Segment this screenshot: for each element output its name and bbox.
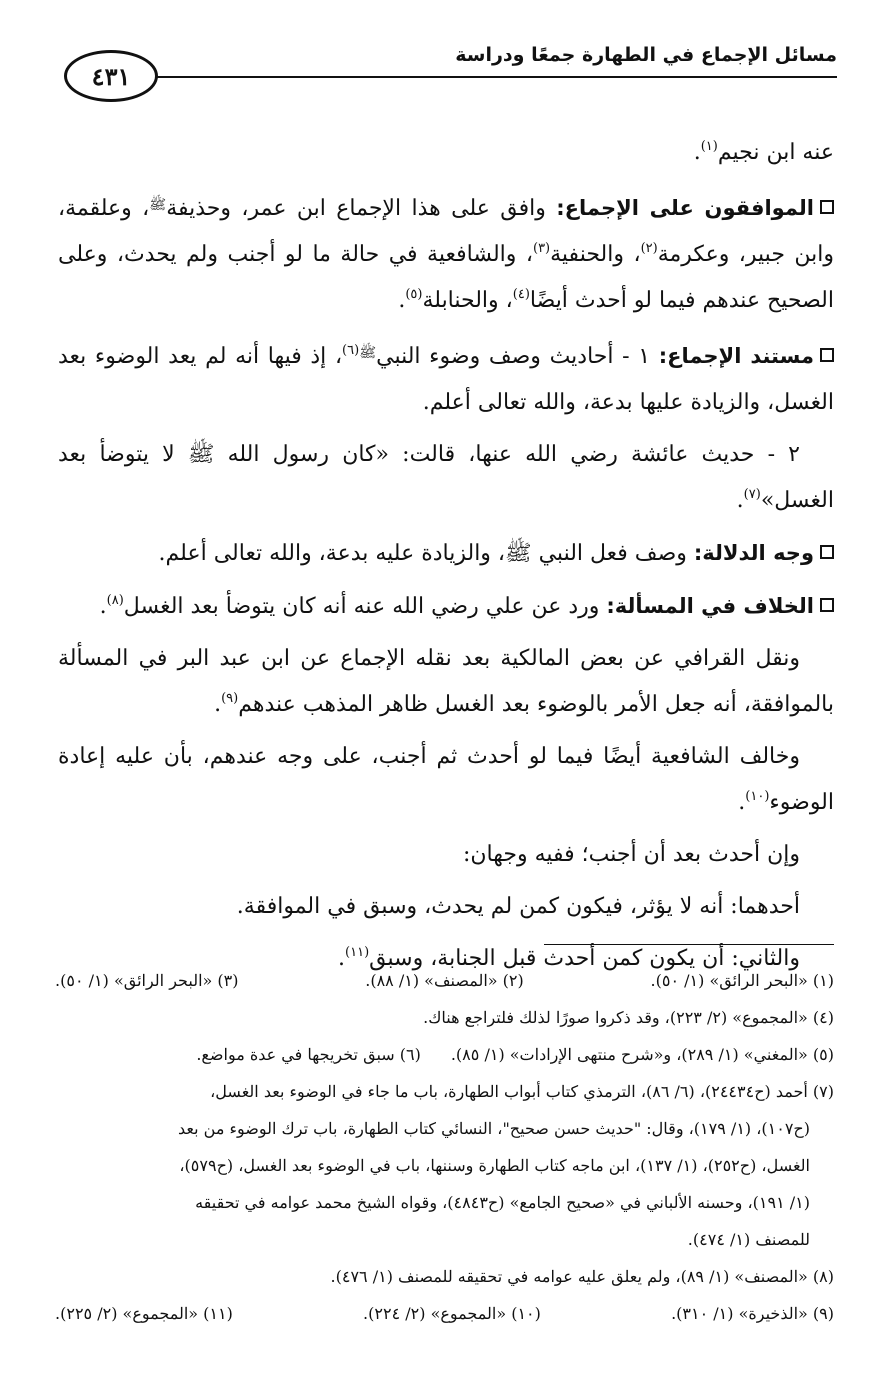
text: ، والحنفية	[550, 242, 641, 267]
paragraph-basis	[58, 330, 834, 426]
text: وصف فعل النبي ﷺ، والزيادة عليه بدعة، والله تعالى أعلم.	[158, 541, 687, 566]
text: .	[693, 140, 701, 165]
footnote-ref: (٧)	[743, 487, 761, 502]
text: ٢ - حديث عائشة رضي الله عنها، قالت: «كان رسول الله ﷺ لا يتوضأ بعد الغسل»	[58, 442, 834, 513]
footnote-ref: (٩)	[221, 691, 239, 706]
footnote-ref: (٤)	[512, 287, 530, 302]
square-bullet-icon	[820, 545, 834, 559]
footnote-row	[55, 962, 834, 999]
footnotes	[55, 962, 834, 1332]
text: .	[214, 692, 222, 717]
section-lead: الخلاف في المسألة:	[606, 594, 814, 618]
footnote: (٨) «المصنف» (١/ ٨٩)، ولم يعلق عليه عوامه في تحقيقه للمصنف (١/ ٤٧٦).	[330, 1267, 834, 1286]
paragraph-hadith	[58, 432, 834, 524]
text: .	[738, 790, 746, 815]
text: ورد عن علي رضي الله عنه أنه كان يتوضأ بعد الغسل	[123, 594, 600, 619]
paragraph-agreers	[58, 182, 834, 324]
text: .	[338, 946, 346, 971]
footnote-ref: (٢)	[640, 241, 658, 256]
footnote-ref: (٣)	[532, 241, 551, 256]
text: .	[99, 594, 107, 619]
main-text	[58, 130, 834, 988]
footnote-ref: (١١)	[345, 945, 370, 960]
honorific: ﷺ	[149, 197, 167, 213]
text: وافق على هذا الإجماع ابن عمر، وحذيفة	[166, 196, 546, 221]
text: ، وعلقمة، وابن جبير، وعكرمة	[58, 196, 835, 267]
footnote: (٥) «المغني» (١/ ٢٨٩)، و«شرح منتهى الإرادات» (١/ ٨٥).	[450, 1045, 834, 1064]
text: عنه ابن نجيم	[717, 140, 834, 165]
running-title: مسائل الإجماع في الطهارة جمعًا ودراسة	[455, 44, 837, 66]
text: ، والشافعية في حالة ما لو أجنب ولم يحدث، وعلى الصحيح عندهم فيما لو أحدث أيضًا	[58, 242, 834, 313]
footnote-continued: للمصنف (١/ ٤٧٤).	[687, 1230, 810, 1249]
footnote-continued: (١/ ١٩١)، وحسنه الألباني في «صحيح الجامع» (ح٤٨٤٣)، وقواه الشيخ محمد عوامه في تحقيقه	[195, 1193, 810, 1212]
text: وإن أحدث بعد أن أجنب؛ ففيه وجهان:	[462, 842, 800, 867]
text: والثاني: أن يكون كمن أحدث قبل الجنابة، وسبق	[369, 946, 800, 971]
text: .	[398, 288, 406, 313]
footnote: (١١) «المجموع» (٢/ ٢٢٥).	[55, 1304, 233, 1323]
text: ، إذ فيها أنه لم يعد الوضوء بعد الغسل، والزيادة عليها بدعة، والله تعالى أعلم.	[58, 344, 834, 415]
section-lead: الموافقون على الإجماع:	[556, 196, 815, 220]
footnote: (٤) «المجموع» (٢/ ٢٢٣)، وقد ذكروا صورًا لذلك فلتراجع هناك.	[423, 1008, 834, 1027]
footnote-ref: (١)	[700, 139, 718, 154]
square-bullet-icon	[820, 598, 834, 612]
footnote-rule	[544, 944, 834, 945]
footnote-row	[55, 1295, 834, 1332]
text: ونقل القرافي عن بعض المالكية بعد نقله الإجماع عن ابن عبد البر في المسألة بالموافقة، أنه جعل الأمر بالوضوء بعد الغسل ظاهر المذهب عندهم	[58, 646, 834, 717]
text: وخالف الشافعية أيضًا فيما لو أحدث ثم أجنب، على وجه عندهم، بأن عليه إعادة الوضوء	[58, 744, 834, 815]
page-number: ٤٣١	[64, 50, 158, 102]
square-bullet-icon	[820, 200, 834, 214]
paragraph-1	[58, 130, 834, 176]
paragraph-shafii	[58, 734, 834, 826]
paragraph-qarafi	[58, 636, 834, 728]
footnote-ref: (٦)	[342, 343, 360, 358]
text: أحدهما: أنه لا يؤثر، فيكون كمن لم يحدث، وسبق في الموافقة.	[236, 894, 800, 919]
header-rule	[150, 76, 837, 78]
paragraph-dispute	[58, 583, 834, 630]
footnote-continued: الغسل، (ح٢٥٢)، (١/ ١٣٧)، ابن ماجه كتاب الطهارة وسننها، باب في الوضوء بعد الغسل، (ح٥٧٩)،	[179, 1156, 810, 1175]
footnote: (٩) «الذخيرة» (١/ ٣١٠).	[671, 1304, 834, 1323]
section-lead: مستند الإجماع:	[658, 344, 815, 368]
footnote-ref: (٨)	[106, 593, 124, 608]
text: ، والحنابلة	[422, 288, 513, 313]
footnote: (٦) سبق تخريجها في عدة مواضع.	[196, 1045, 421, 1064]
paragraph-first-view	[58, 884, 834, 930]
text: ١ - أحاديث وصف وضوء النبي	[376, 344, 651, 369]
paragraph-two-views	[58, 832, 834, 878]
section-lead: وجه الدلالة:	[693, 541, 814, 565]
footnote: (٧) أحمد (ح٢٤٤٣٤)، (٦/ ٨٦)، الترمذي كتاب أبواب الطهارة، باب ما جاء في الوضوء بعد الغسل،	[210, 1082, 834, 1101]
footnote: (٣) «البحر الرائق» (١/ ٥٠).	[55, 971, 239, 990]
footnote-ref: (٥)	[405, 287, 423, 302]
square-bullet-icon	[820, 348, 834, 362]
footnote: (٢) «المصنف» (١/ ٨٨).	[365, 971, 524, 990]
footnote-continued: (ح١٠٧)، (١/ ١٧٩)، وقال: "حديث حسن صحيح"، النسائي كتاب الطهارة، باب ترك الوضوء من بعد	[178, 1119, 810, 1138]
footnote: (١) «البحر الرائق» (١/ ٥٠).	[650, 971, 834, 990]
paragraph-evidence	[58, 530, 834, 577]
honorific: ﷺ	[359, 345, 377, 361]
text: .	[736, 488, 744, 513]
footnote-row	[55, 1036, 834, 1073]
footnote: (١٠) «المجموع» (٢/ ٢٢٤).	[363, 1304, 541, 1323]
footnote-ref: (١٠)	[745, 789, 770, 804]
